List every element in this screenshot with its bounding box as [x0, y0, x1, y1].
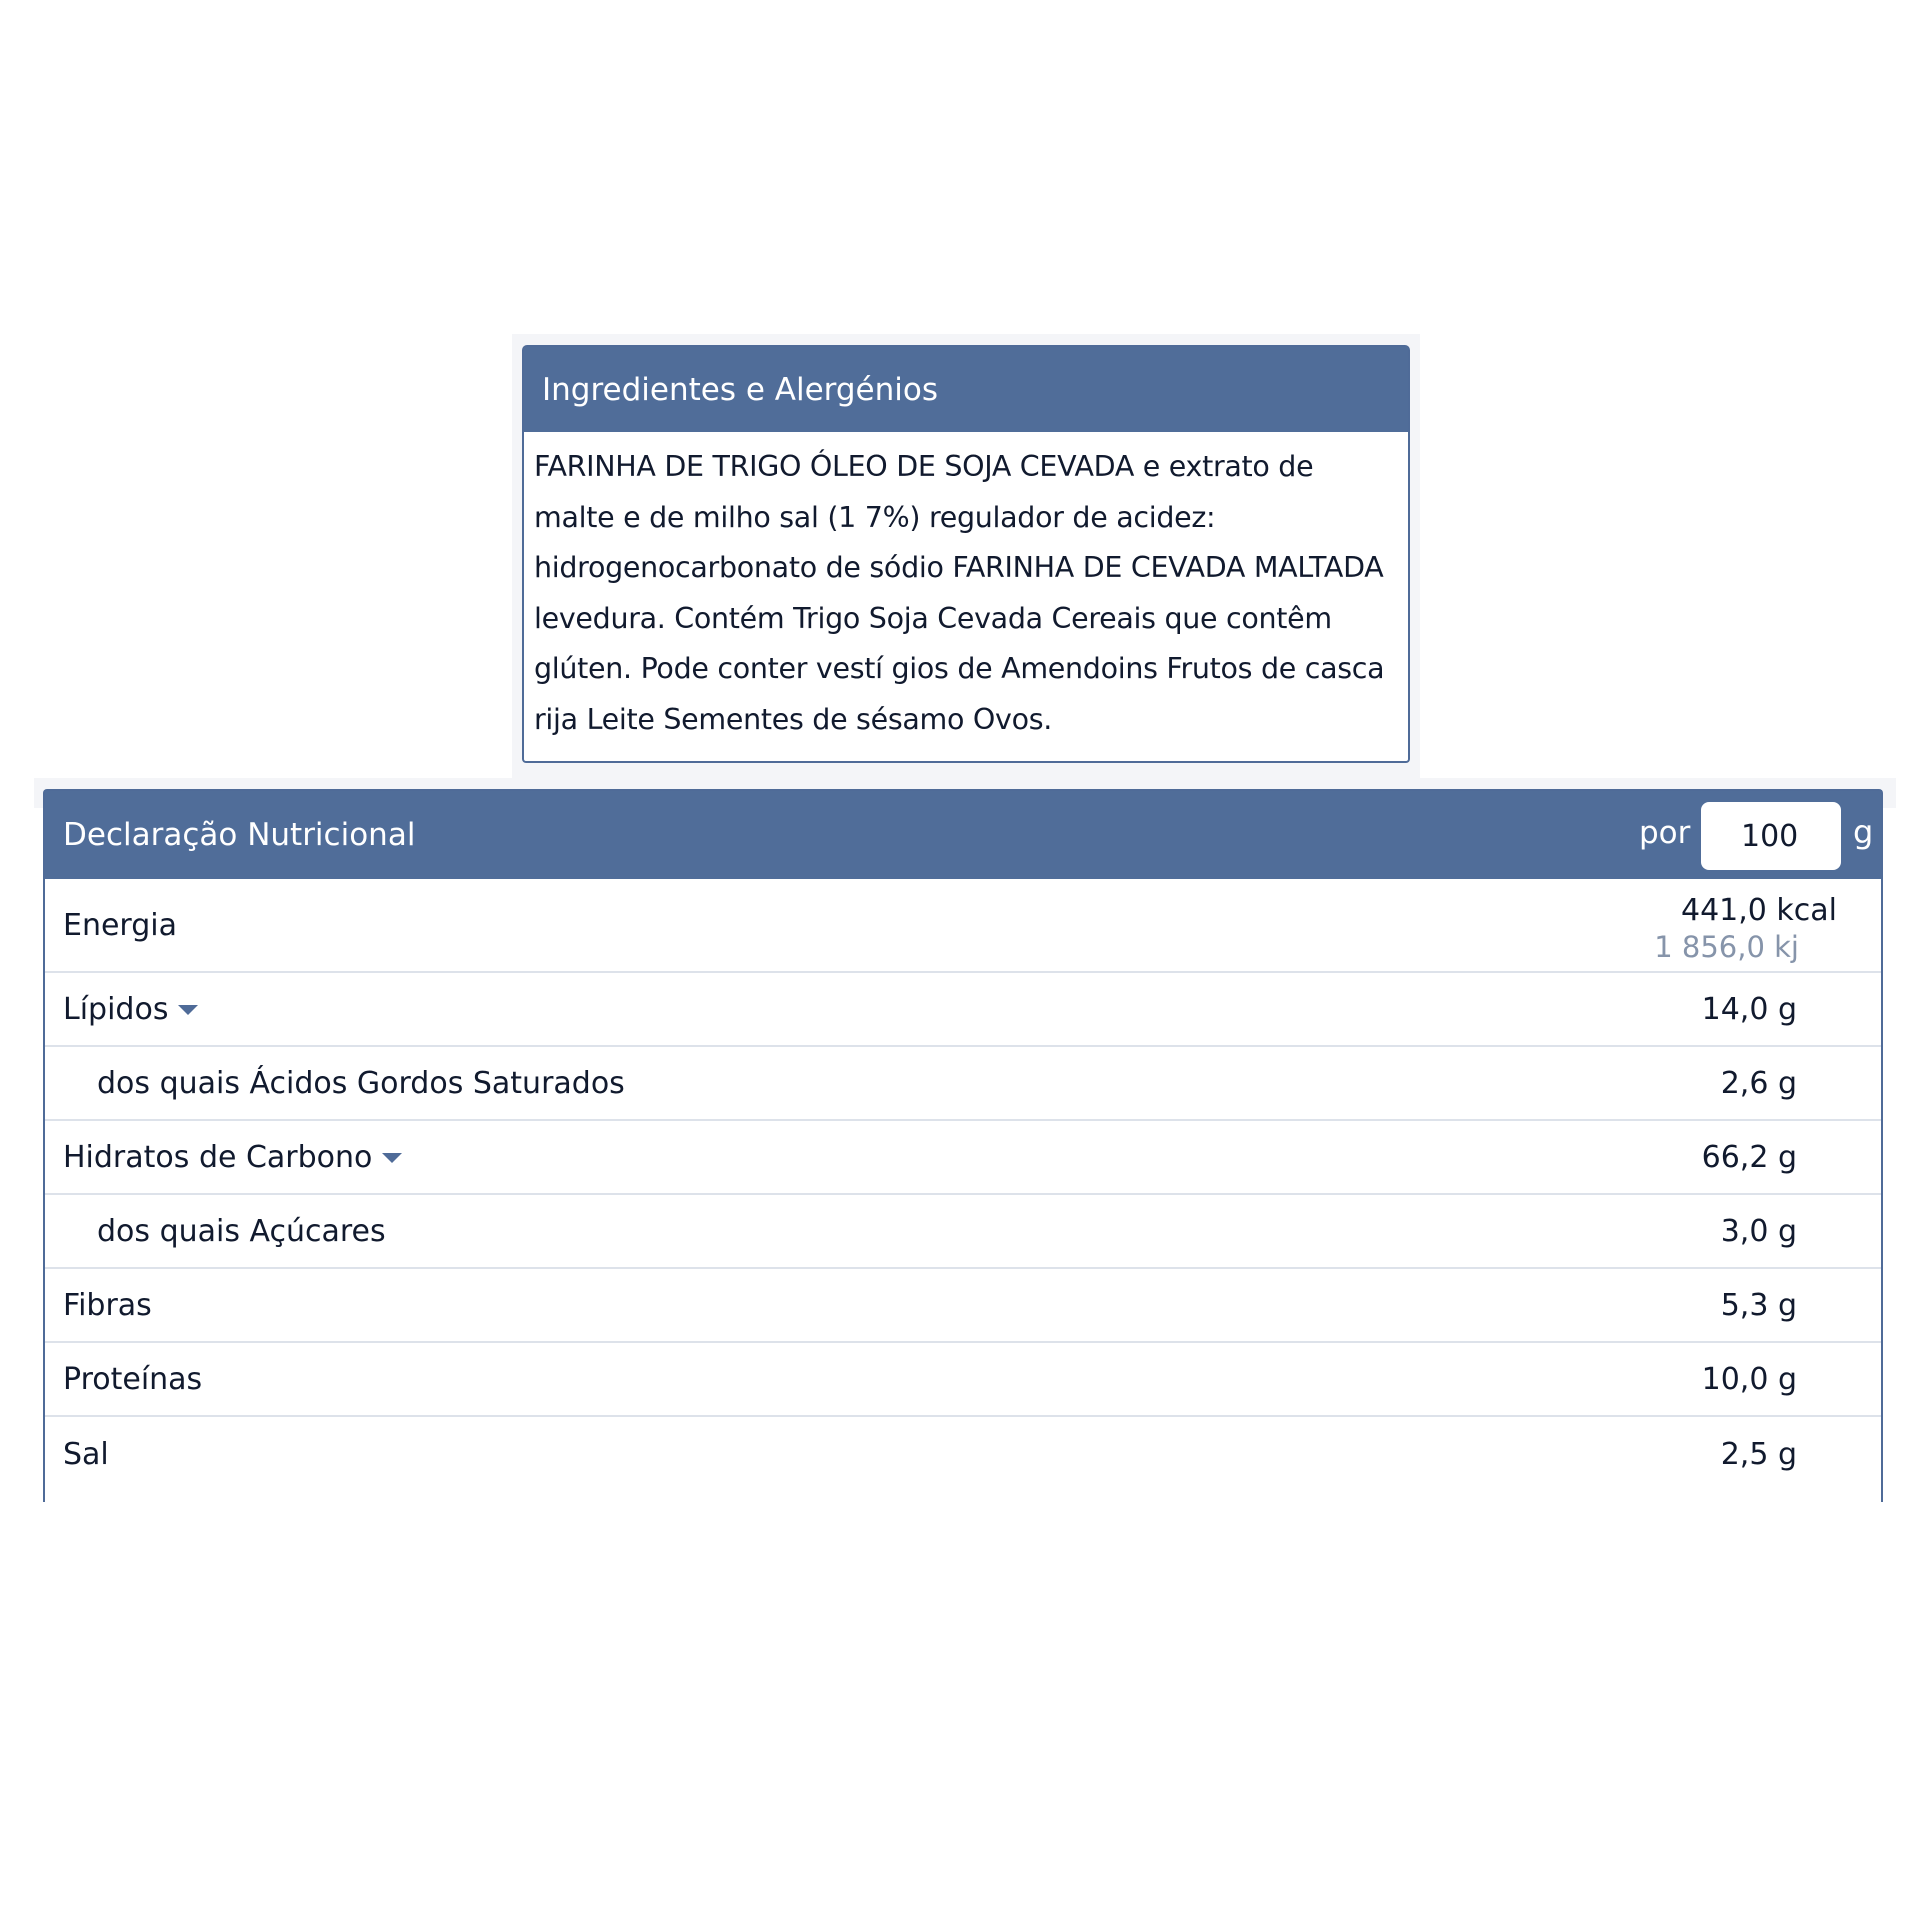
energy-values	[1654, 893, 1837, 965]
energy-kj: 1 856,0 kj	[1654, 930, 1799, 964]
row-value: 5,3 g	[1720, 1287, 1797, 1323]
ingredients-text	[524, 432, 1408, 745]
row-value: 10,0 g	[1701, 1361, 1797, 1397]
carbohydrates-label: Hidratos de Carbono	[63, 1139, 373, 1175]
row-label	[63, 1140, 402, 1175]
row-value: 14,0 g	[1701, 991, 1797, 1027]
energy-label: Energia	[63, 907, 177, 943]
row-label: dos quais Açúcares	[97, 1213, 386, 1249]
ingredients-line: malte e de milho sal (1 7%) regulador de acidez:	[534, 500, 1216, 534]
nutrition-row-carbohydrates[interactable]	[45, 1121, 1881, 1195]
ingredients-line: FARINHA DE TRIGO ÓLEO DE SOJA CEVADA e extrato de	[534, 450, 1314, 483]
row-label: Proteínas	[63, 1361, 203, 1397]
nutrition-row-fiber	[45, 1269, 1881, 1343]
portion-amount-input[interactable]	[1701, 802, 1841, 870]
nutrition-row-lipids[interactable]	[45, 973, 1881, 1047]
ingredients-header	[524, 347, 1408, 432]
row-label	[63, 992, 198, 1027]
energy-kcal: 441,0 kcal	[1680, 893, 1837, 928]
caret-down-icon[interactable]	[178, 1005, 198, 1015]
row-label: Fibras	[63, 1287, 152, 1323]
row-label: dos quais Ácidos Gordos Saturados	[97, 1065, 625, 1101]
lipids-label: Lípidos	[63, 991, 169, 1027]
ingredients-line: glúten. Pode conter vestí gios de Amendoins Frutos de casca	[534, 652, 1385, 685]
row-value: 2,5 g	[1720, 1436, 1797, 1472]
ingredients-line: levedura. Contém Trigo Soja Cevada Cereais que contêm	[534, 601, 1332, 635]
ingredients-card	[522, 345, 1410, 763]
row-label: Sal	[63, 1436, 109, 1472]
unit-label: g	[1853, 813, 1874, 851]
row-value: 66,2 g	[1701, 1139, 1797, 1175]
caret-down-icon[interactable]	[382, 1153, 402, 1163]
nutrition-row-saturated-fat	[45, 1047, 1881, 1121]
nutrition-card	[43, 789, 1883, 1502]
nutrition-row-energy	[45, 879, 1881, 973]
nutrition-row-salt	[45, 1417, 1881, 1491]
per-label: por	[1639, 815, 1691, 851]
nutrition-header	[45, 791, 1881, 879]
ingredients-title: Ingredientes e Alergénios	[542, 371, 938, 408]
ingredients-line: hidrogenocarbonato de sódio FARINHA DE CEVADA MALTADA	[534, 551, 1384, 584]
row-value: 3,0 g	[1720, 1213, 1797, 1249]
nutrition-title: Declaração Nutricional	[63, 817, 416, 853]
row-value: 2,6 g	[1720, 1065, 1797, 1101]
nutrition-row-protein	[45, 1343, 1881, 1417]
nutrition-row-sugars	[45, 1195, 1881, 1269]
ingredients-line: rija Leite Sementes de sésamo Ovos.	[534, 702, 1053, 736]
